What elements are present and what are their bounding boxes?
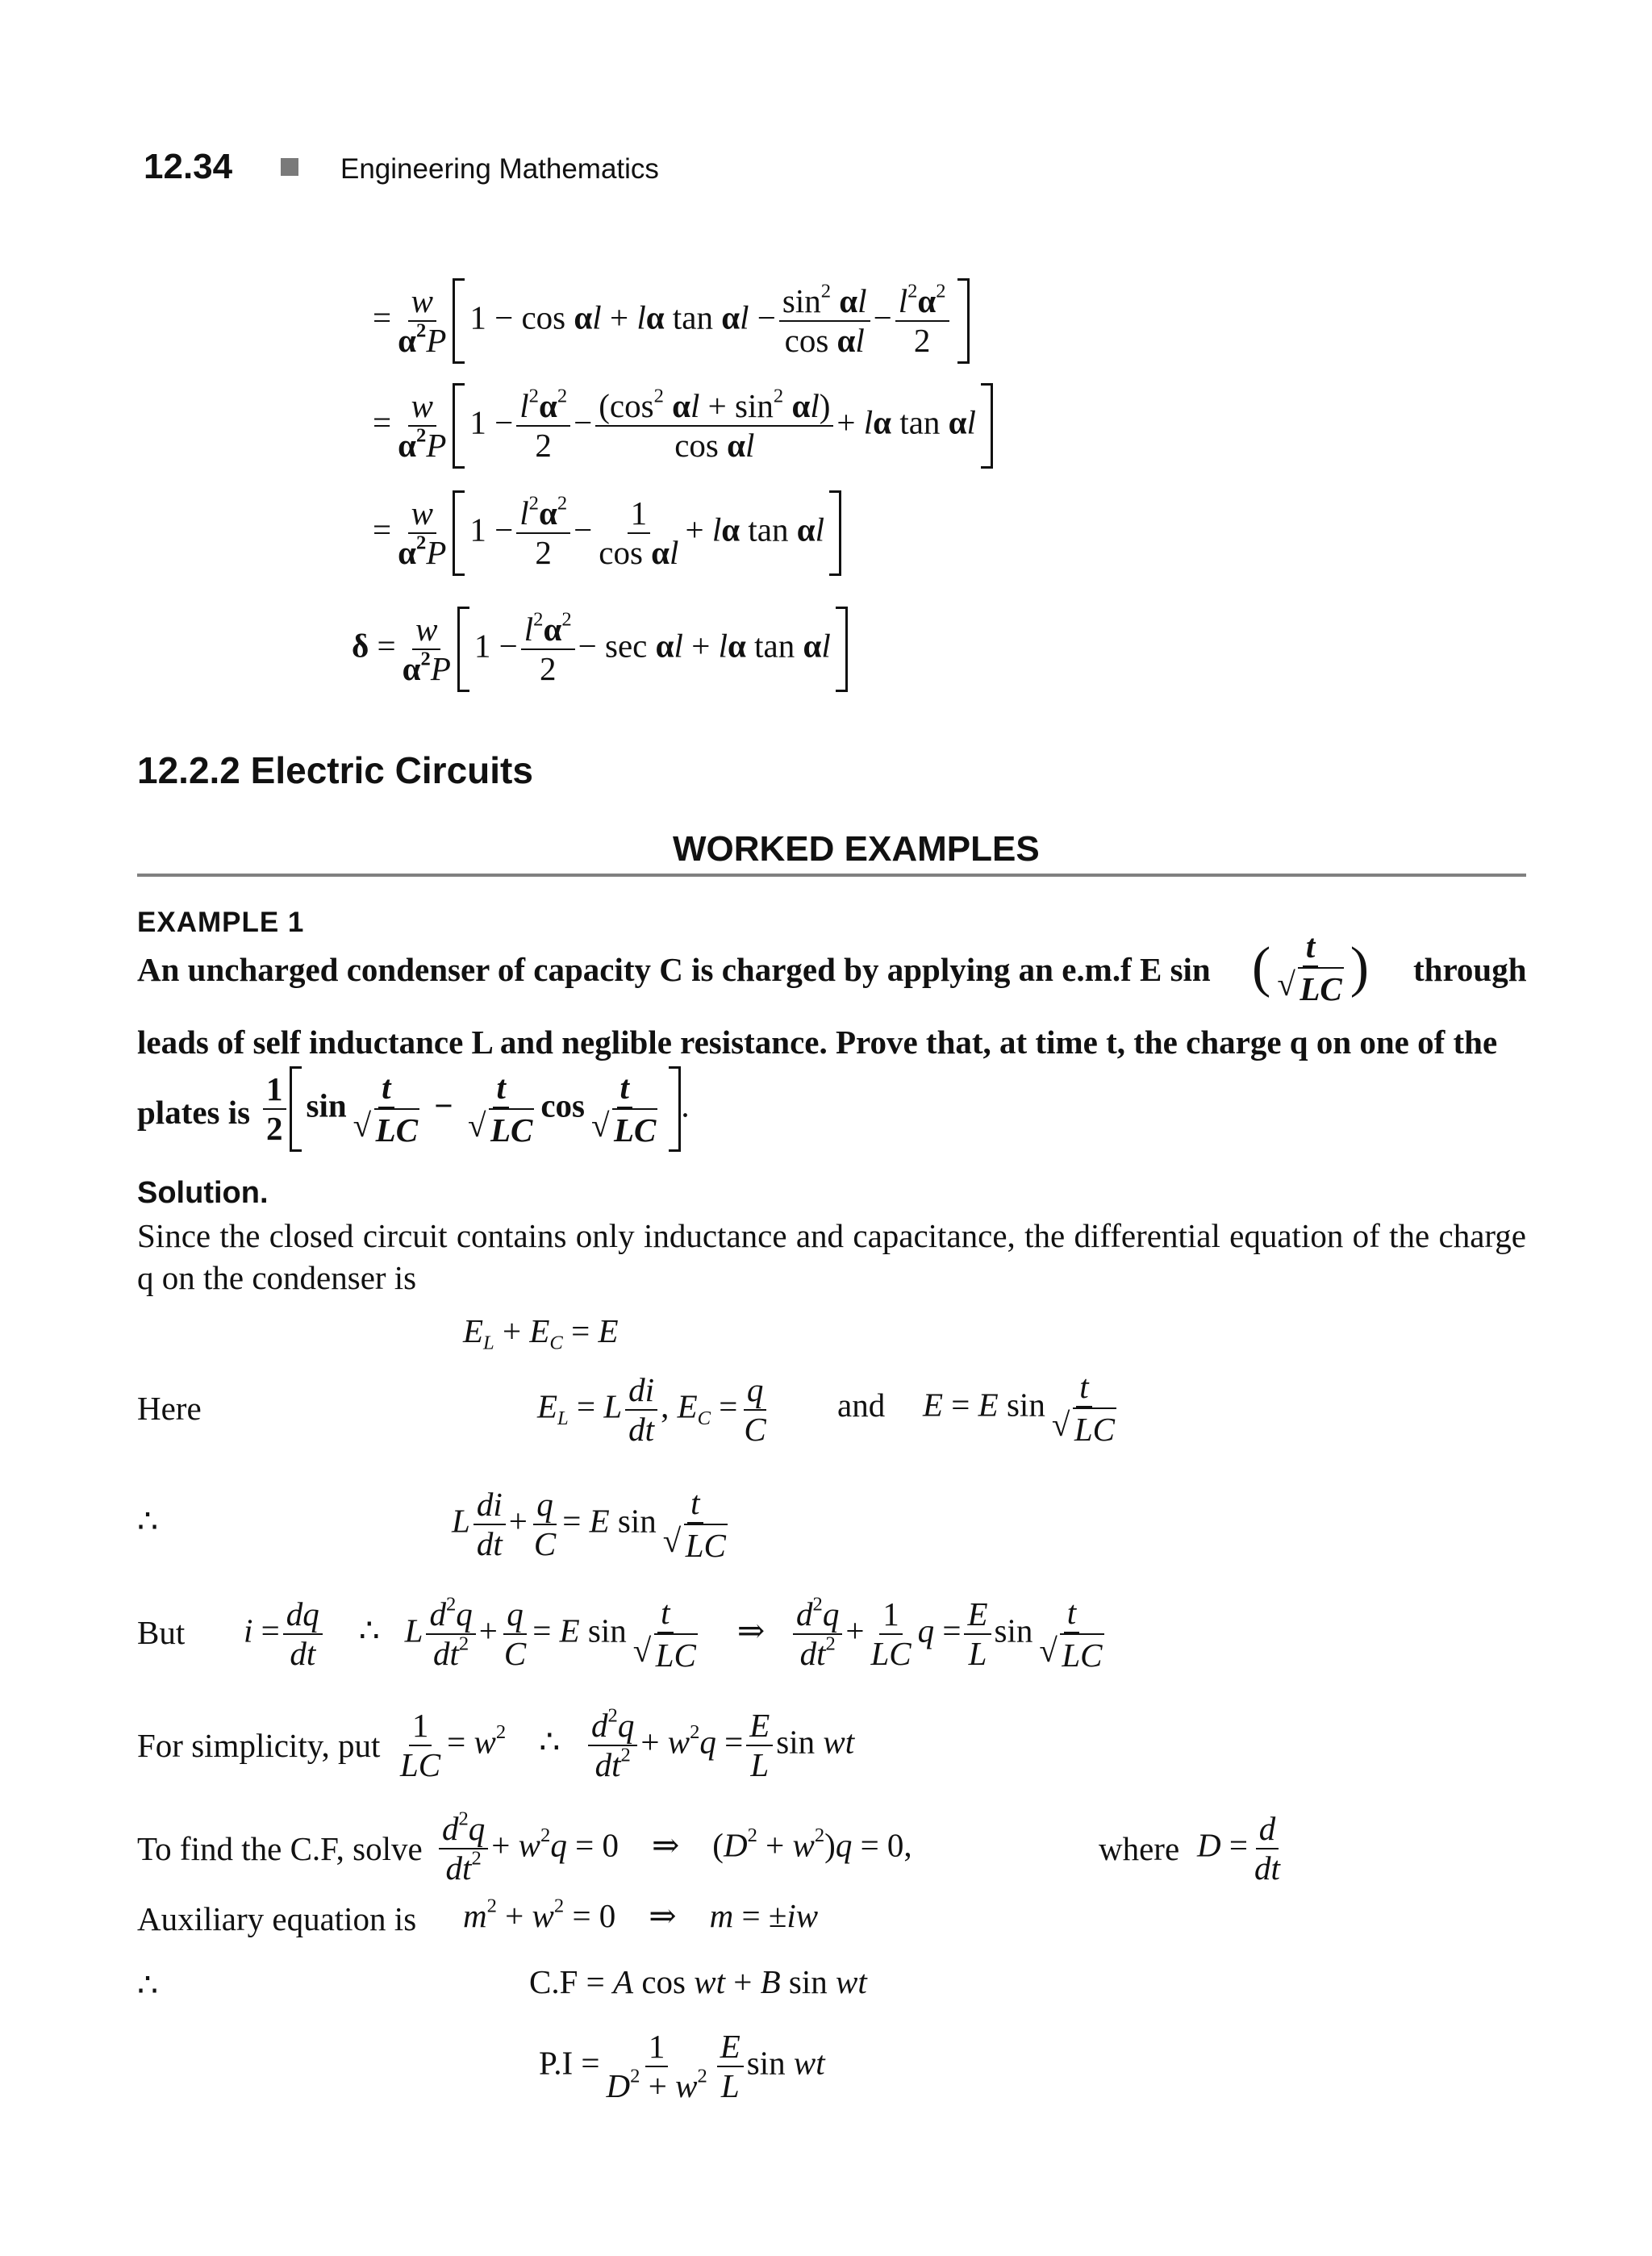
equation-pi: P.I = $\frac{1}{D^2 + w^2}$ $\frac{E}{L}$ sin wt	[539, 2028, 825, 2105]
label-but: But	[137, 1614, 186, 1651]
problem-line-1	[137, 950, 1211, 989]
equation-circuit: L $\frac{di}{dt}$ + $\frac{q}{C}$ = E sin t √ LC	[452, 1484, 734, 1565]
equation-second-order: i = $\frac{dq}{dt}$ ∴ L $\frac{d^2q}{dt^2}$ + $\frac{q}{C}$ = E sin t √ LC ⇒ $\frac{d^2q}{dt^2}$ + $\frac{1}{LC}$ q = $\frac{E}{L}$ sin t √ LC	[244, 1594, 1111, 1674]
label-where: where	[1099, 1830, 1180, 1867]
label-auxiliary: Auxiliary equation is	[137, 1900, 417, 1937]
equation-line-2: = $\frac{w}{\alpha^2P}$ 1 − $\frac{l^2\alpha^2}{2}$ − $\frac{(\cos^2 \alpha l + \sin^2 \alpha l)}{\text{cos αl}}$ + lα tan αl	[373, 383, 993, 469]
label-to-find-cf: To find the C.F, solve	[137, 1830, 423, 1867]
page-number: 12.34	[144, 147, 233, 186]
therefore-symbol-1: ∴	[137, 1503, 159, 1540]
equation-line-3: = $\frac{w}{\alpha^2P}$ 1 − $\frac{l^2\alpha^2}{2}$ − $\frac{1}{\text{cos αl}}$ + lα tan αl	[373, 490, 841, 576]
therefore-symbol-2: ∴	[137, 1966, 159, 2004]
heading-rule	[137, 874, 1526, 877]
equation-line-1: = $\frac{w}{\alpha^2P}$ 1 − cos αl + lα tan αl − $\frac{\sin^2 \alpha l}{\text{cos αl}}$ − $\frac{l^2\alpha^2}{2}$	[373, 278, 970, 364]
equation-auxiliary: $m^2 + w^2 = 0$ ⇒ m = ±iw	[463, 1895, 819, 1934]
equation-emf: E = E sin t √ LC	[923, 1368, 1123, 1449]
solution-label: Solution.	[137, 1176, 269, 1210]
label-for-simplicity: For simplicity, put	[137, 1727, 381, 1764]
problem-sin-argument: ( t √ LC )	[1252, 928, 1369, 1008]
equation-definitions: $E_L = L$ $\frac{di}{dt}$ , $E_C$ = $\frac{q}{C}$	[537, 1371, 766, 1449]
equation-el-ec: $E_L + E_C = E$	[463, 1312, 619, 1354]
problem-line-2: leads of self inductance L and neglible resistance. Prove that, at time t, the charge q on one of the	[137, 1024, 1498, 1061]
equation-operator-d: D = $\frac{d}{dt}$	[1197, 1810, 1280, 1887]
running-title: Engineering Mathematics	[340, 153, 659, 185]
problem-line-3-text: plates is	[137, 1094, 251, 1131]
header-bullet-square	[281, 158, 298, 176]
problem-text-1: An uncharged condenser of capacity C is charged by applying an e.m.f E sin	[137, 951, 1211, 988]
section-heading: 12.2.2 Electric Circuits	[137, 749, 533, 791]
solution-intro: Since the closed circuit contains only inductance and capacitance, the differential equation of the charge q on the condenser is	[137, 1217, 1526, 1296]
problem-through: through	[1413, 951, 1527, 988]
equation-homogeneous: $\frac{d^2q}{dt^2}$ + $w^2q = 0$ ⇒ $(D^2 + w^2)q = 0$,	[436, 1810, 912, 1887]
label-and: and	[837, 1387, 886, 1424]
equation-cf: C.F = A cos wt + B sin wt	[529, 1963, 867, 2000]
equation-simplified: $\frac{1}{LC}$ = $w^2$ ∴ $\frac{d^2q}{dt^2}$ + $w^2q$ = $\frac{E}{L}$ sin wt	[400, 1704, 855, 1784]
worked-examples-heading: WORKED EXAMPLES	[673, 829, 1040, 869]
problem-result-expression: $\frac{1}{2}$ sin t √ LC − t √ LC cos t √ LC .	[260, 1066, 690, 1152]
label-here: Here	[137, 1390, 202, 1427]
equation-line-delta: δ = $\frac{w}{\alpha^2P}$ 1 − $\frac{l^2\alpha^2}{2}$ − sec αl + lα tan αl	[352, 607, 848, 692]
example-label: EXAMPLE 1	[137, 907, 305, 938]
